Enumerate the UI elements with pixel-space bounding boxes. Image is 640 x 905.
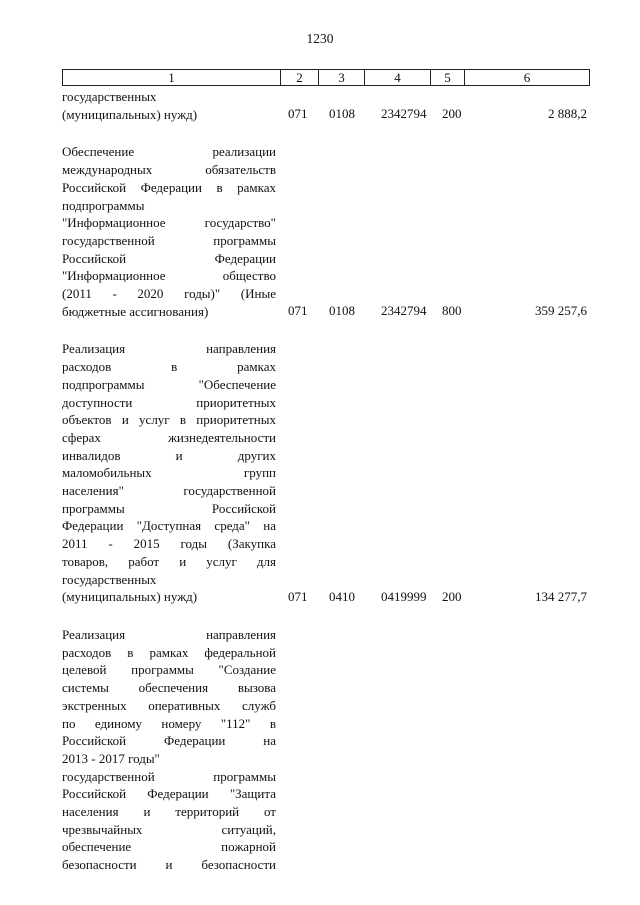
description-line: подпрограммы "Обеспечение — [62, 376, 276, 392]
expense-type-code: 200 — [442, 588, 462, 604]
description-line: государственной программы — [62, 232, 276, 248]
description-line: Федерации "Доступная среда" на — [62, 518, 276, 534]
description-line: сферах жизнедеятельности — [62, 429, 276, 445]
row-description — [62, 340, 276, 606]
row-values — [0, 105, 640, 123]
description-line: доступности приоритетных — [62, 394, 276, 410]
description-line: государственных — [62, 571, 157, 587]
table-row — [0, 143, 640, 320]
description-line: государственных — [62, 89, 157, 104]
column-number-6: 6 — [523, 70, 531, 85]
budget-table-body — [0, 88, 640, 874]
description-line: объектов и услуг в приоритетных — [62, 412, 276, 428]
row-description — [62, 143, 276, 320]
ministry-code: 071 — [288, 303, 308, 319]
description-line: населения" государственной — [62, 483, 276, 499]
column-number-1: 1 — [63, 70, 281, 85]
description-line: Российской Федерации в рамках — [62, 179, 276, 195]
row-values — [0, 588, 640, 606]
description-line: обеспечение пожарной — [62, 839, 276, 855]
column-number-5: 5 — [431, 70, 465, 85]
section-code: 0108 — [329, 106, 355, 122]
description-line: Российской Федерации — [62, 250, 276, 266]
description-line: Обеспечение реализации — [62, 144, 276, 160]
description-line: населения и территорий от — [62, 804, 276, 820]
description-line: бюджетные ассигнования) — [62, 303, 209, 319]
description-line: подпрограммы — [62, 197, 145, 213]
row-description — [62, 626, 276, 874]
amount-value: 2 888,2 — [548, 106, 587, 122]
description-line: 2011 - 2015 годы (Закупка — [62, 536, 276, 552]
column-number-3: 3 — [319, 70, 365, 85]
expense-type-code: 800 — [442, 303, 462, 319]
description-line: Реализация направления — [62, 626, 276, 642]
table-row — [0, 626, 640, 874]
description-line: безопасности и безопасности — [62, 857, 276, 873]
ministry-code: 071 — [288, 588, 308, 604]
target-article-code: 0419999 — [381, 588, 427, 604]
description-line: товаров, работ и услуг для — [62, 553, 276, 569]
expense-type-code: 200 — [442, 106, 462, 122]
description-line: расходов в рамках — [62, 359, 276, 375]
column-number-4: 4 — [365, 70, 431, 85]
description-line: по единому номеру "112" в — [62, 715, 276, 731]
description-line: Реализация направления — [62, 341, 276, 357]
description-line: системы обеспечения вызова — [62, 680, 276, 696]
column-number-header — [62, 69, 590, 86]
section-code: 0410 — [329, 588, 355, 604]
amount-value: 359 257,6 — [535, 303, 587, 319]
column-number-2: 2 — [281, 70, 319, 85]
target-article-code: 2342794 — [381, 303, 427, 319]
description-line: Российской Федерации на — [62, 733, 276, 749]
description-line: расходов в рамках федеральной — [62, 644, 276, 660]
section-code: 0108 — [329, 303, 355, 319]
ministry-code: 071 — [288, 106, 308, 122]
description-line: чрезвычайных ситуаций, — [62, 821, 276, 837]
amount-value: 134 277,7 — [535, 588, 587, 604]
description-line: программы Российской — [62, 500, 276, 516]
table-row — [0, 340, 640, 606]
description-line: государственной программы — [62, 768, 276, 784]
page-number: 1230 — [306, 31, 334, 46]
description-line: целевой программы "Создание — [62, 662, 276, 678]
description-line: "Информационное государство" — [62, 215, 276, 231]
description-line: 2013 - 2017 годы" — [62, 750, 160, 766]
description-line: (муниципальных) нужд) — [62, 589, 198, 605]
table-row — [0, 88, 640, 123]
description-line: маломобильных групп — [62, 465, 276, 481]
description-line: экстренных оперативных служб — [62, 697, 276, 713]
row-values — [0, 302, 640, 320]
description-line: Российской Федерации "Защита — [62, 786, 276, 802]
description-line: "Информационное общество — [62, 268, 276, 284]
description-line: инвалидов и других — [62, 447, 276, 463]
description-line: (муниципальных) нужд) — [62, 106, 198, 122]
target-article-code: 2342794 — [381, 106, 427, 122]
description-line: (2011 - 2020 годы)" (Иные — [62, 286, 276, 302]
description-line: международных обязательств — [62, 162, 276, 178]
